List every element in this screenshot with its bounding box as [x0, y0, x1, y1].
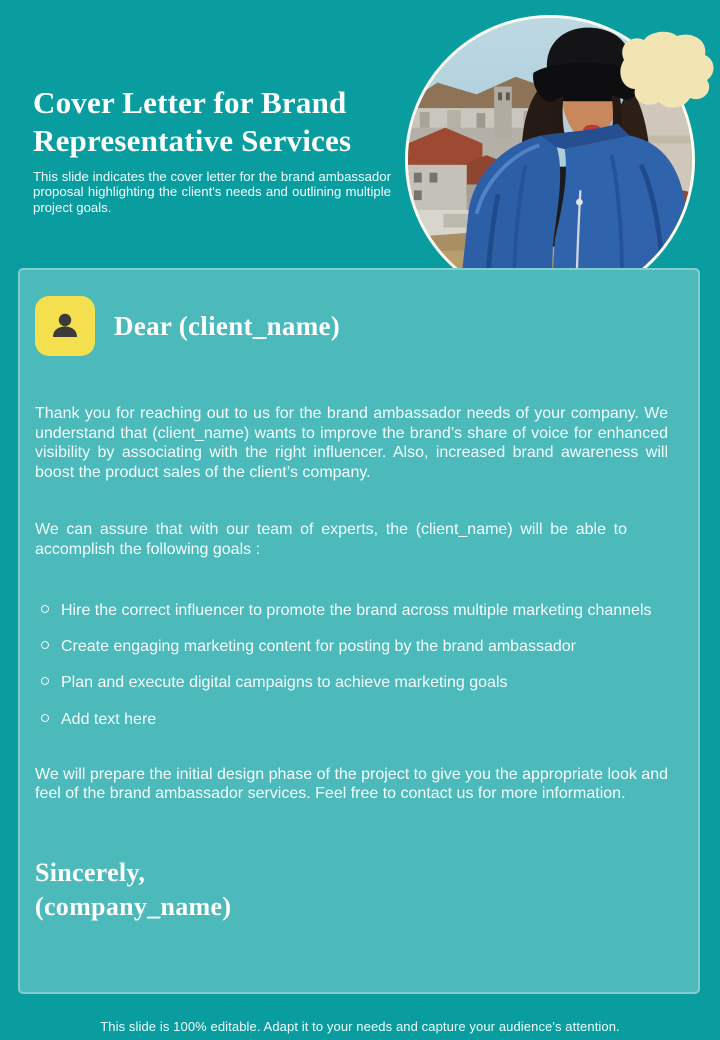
signature-sincerely: Sincerely,: [35, 857, 146, 887]
signature-block: [35, 856, 668, 924]
footer-note: This slide is 100% editable. Adapt it to your needs and capture your audience's attention.: [100, 1019, 620, 1034]
circle-bullet-icon: [41, 714, 49, 722]
cream-blob-shape: [609, 30, 717, 108]
circle-bullet-icon: [41, 677, 49, 685]
goal-item: [41, 673, 668, 692]
greeting-row: [35, 296, 668, 356]
circle-bullet-icon: [41, 605, 49, 613]
greeting-text: Dear (client_name): [114, 310, 341, 341]
goal-text: Add text here: [61, 710, 157, 728]
cover-letter-panel: [18, 268, 700, 994]
slide-subtitle: This slide indicates the cover letter for the brand ambassador proposal highlighting the client's needs and outlining multiple project goals.: [33, 168, 391, 215]
goal-item: [41, 637, 668, 656]
goal-text: Create engaging marketing content for posting by the brand ambassador: [61, 638, 576, 656]
signature-company: (company_name): [35, 891, 232, 921]
goal-item: [41, 710, 668, 729]
paragraph-goals-lead: We can assure that with our team of experts, the (client_name) will be able to accomplish the following goals :: [35, 521, 627, 558]
paragraph-closing: We will prepare the initial design phase of the project to give you the appropriate look and feel of the brand ambassador services. Feel free to contact us for more information.: [35, 765, 668, 803]
person-icon: [48, 309, 82, 343]
goal-text: Plan and execute digital campaigns to achieve marketing goals: [61, 674, 508, 692]
avatar-badge: [35, 296, 95, 356]
circle-bullet-icon: [41, 641, 49, 649]
goal-text: Hire the correct influencer to promote the brand across multiple marketing channels: [61, 602, 652, 620]
paragraph-intro: Thank you for reaching out to us for the brand ambassador needs of your company. We understand that (client_name) wants to improve the brand’s share of voice for enhanced visibility by associating with the right influencer. Also, increased brand awareness will boost the product sales of the client’s company.: [35, 405, 668, 481]
goal-item: [41, 601, 668, 620]
goal-list: [35, 601, 668, 729]
slide-title: Cover Letter for Brand Representative Services: [33, 85, 352, 158]
title-block: [33, 84, 393, 215]
